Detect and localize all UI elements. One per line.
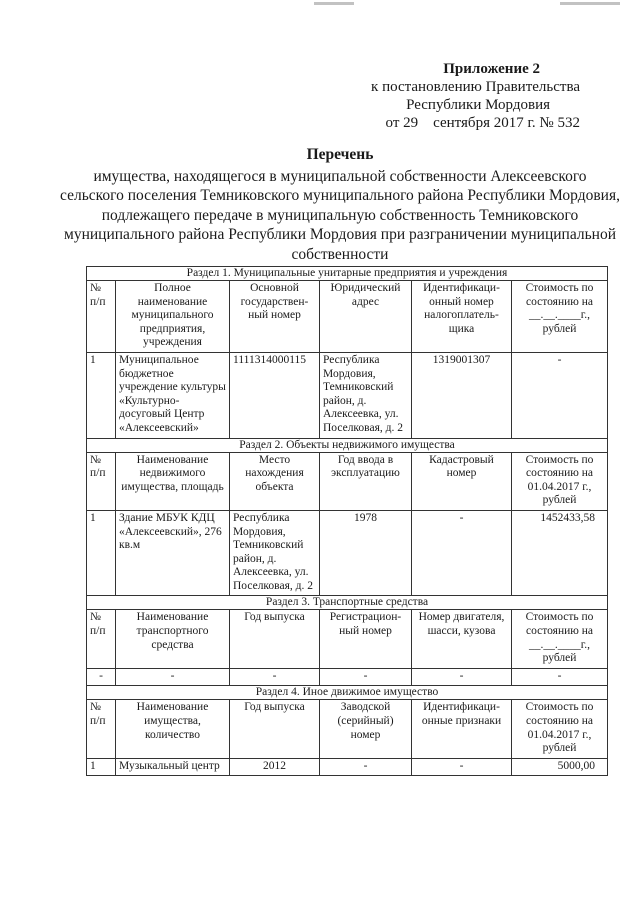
scan-artifact [314, 2, 354, 5]
section-title: Раздел 1. Муниципальные унитарные предприятия и учреждения [87, 267, 608, 281]
table-row [87, 510, 608, 596]
column-header: Заводской (серийный) номер [320, 700, 412, 758]
section-title-row [87, 438, 608, 452]
table-cell: 1 [87, 510, 116, 596]
column-header: № п/п [87, 281, 116, 353]
table-cell: - [412, 510, 512, 596]
appendix-block [300, 60, 580, 132]
list-heading: Перечень [306, 146, 374, 163]
appendix-line: Республики Мордовия [406, 97, 550, 113]
table-cell: Республика Мордовия, Темниковский район, д. Алексеевка, ул. Поселковая, д. 2 [320, 352, 412, 438]
list-title-block [60, 145, 620, 264]
table-cell: - [512, 668, 608, 686]
column-header: Основной государствен-ный номер [230, 281, 320, 353]
column-header: Полное наименование муниципального предприятия, учреждения [116, 281, 230, 353]
table-row [87, 352, 608, 438]
table-cell: Музыкальный центр [116, 758, 230, 776]
property-table-body [87, 267, 608, 776]
section-title-row [87, 596, 608, 610]
table-cell: - [320, 668, 412, 686]
table-cell: 1978 [320, 510, 412, 596]
column-header: Идентификаци-онный номер налогоплатель-щика [412, 281, 512, 353]
appendix-title: Приложение 2 [443, 61, 540, 77]
column-header: Стоимость по состоянию на __.__.____г., рублей [512, 281, 608, 353]
list-description: имущества, находящегося в муниципальной собственности Алексеевского сельского поселения Темниковского муниципального района Республики Мордовия, подлежащего передаче в муниципальную собственность Темниковского муниципального района Республики Мордовия при разграничении муниципальной собственности [60, 167, 620, 263]
section-title: Раздел 3. Транспортные средства [87, 596, 608, 610]
table-cell: - [412, 758, 512, 776]
table-cell: - [320, 758, 412, 776]
column-header: № п/п [87, 452, 116, 510]
table-cell: 1 [87, 758, 116, 776]
column-header: Стоимость по состоянию на 01.04.2017 г., рублей [512, 700, 608, 758]
table-cell: 1 [87, 352, 116, 438]
appendix-line: к постановлению Правительства [371, 79, 580, 95]
table-row [87, 758, 608, 776]
column-header: Стоимость по состоянию на 01.04.2017 г., рублей [512, 452, 608, 510]
column-header: Стоимость по состоянию на __.__.____г., рублей [512, 610, 608, 668]
column-header: Год выпуска [230, 700, 320, 758]
column-header: № п/п [87, 610, 116, 668]
table-row [87, 668, 608, 686]
table-cell: - [412, 668, 512, 686]
table-cell: - [87, 668, 116, 686]
column-header: Кадастровый номер [412, 452, 512, 510]
table-cell: 2012 [230, 758, 320, 776]
column-header: Место нахождения объекта [230, 452, 320, 510]
property-table [86, 266, 608, 776]
table-cell: Республика Мордовия, Темниковский район, д. Алексеевка, ул. Поселковая, д. 2 [230, 510, 320, 596]
column-header: Наименование транспортного средства [116, 610, 230, 668]
column-header: Год выпуска [230, 610, 320, 668]
table-cell: 1452433,58 [512, 510, 608, 596]
scan-artifact [560, 2, 620, 5]
table-cell: 1111314000115 [230, 352, 320, 438]
column-header: Номер двигателя, шасси, кузова [412, 610, 512, 668]
section-header-row [87, 700, 608, 758]
section-title-row [87, 686, 608, 700]
column-header: Год ввода в эксплуатацию [320, 452, 412, 510]
column-header: Идентификаци-онные признаки [412, 700, 512, 758]
column-header: Юридический адрес [320, 281, 412, 353]
table-cell: - [230, 668, 320, 686]
section-title: Раздел 4. Иное движимое имущество [87, 686, 608, 700]
section-title-row [87, 267, 608, 281]
table-cell: 1319001307 [412, 352, 512, 438]
section-header-row [87, 610, 608, 668]
column-header: Наименование недвижимого имущества, площадь [116, 452, 230, 510]
table-cell: - [512, 352, 608, 438]
section-header-row [87, 281, 608, 353]
appendix-date-line: от 29 сентября 2017 г. № 532 [385, 115, 580, 131]
table-cell: Здание МБУК КДЦ «Алексеевский», 276 кв.м [116, 510, 230, 596]
table-cell: 5000,00 [512, 758, 608, 776]
column-header: № п/п [87, 700, 116, 758]
section-header-row [87, 452, 608, 510]
column-header: Регистрацион-ный номер [320, 610, 412, 668]
column-header: Наименование имущества, количество [116, 700, 230, 758]
section-title: Раздел 2. Объекты недвижимого имущества [87, 438, 608, 452]
table-cell: - [116, 668, 230, 686]
table-cell: Муниципальное бюджетное учреждение культуры «Культурно-досуговый Центр «Алексеевский» [116, 352, 230, 438]
